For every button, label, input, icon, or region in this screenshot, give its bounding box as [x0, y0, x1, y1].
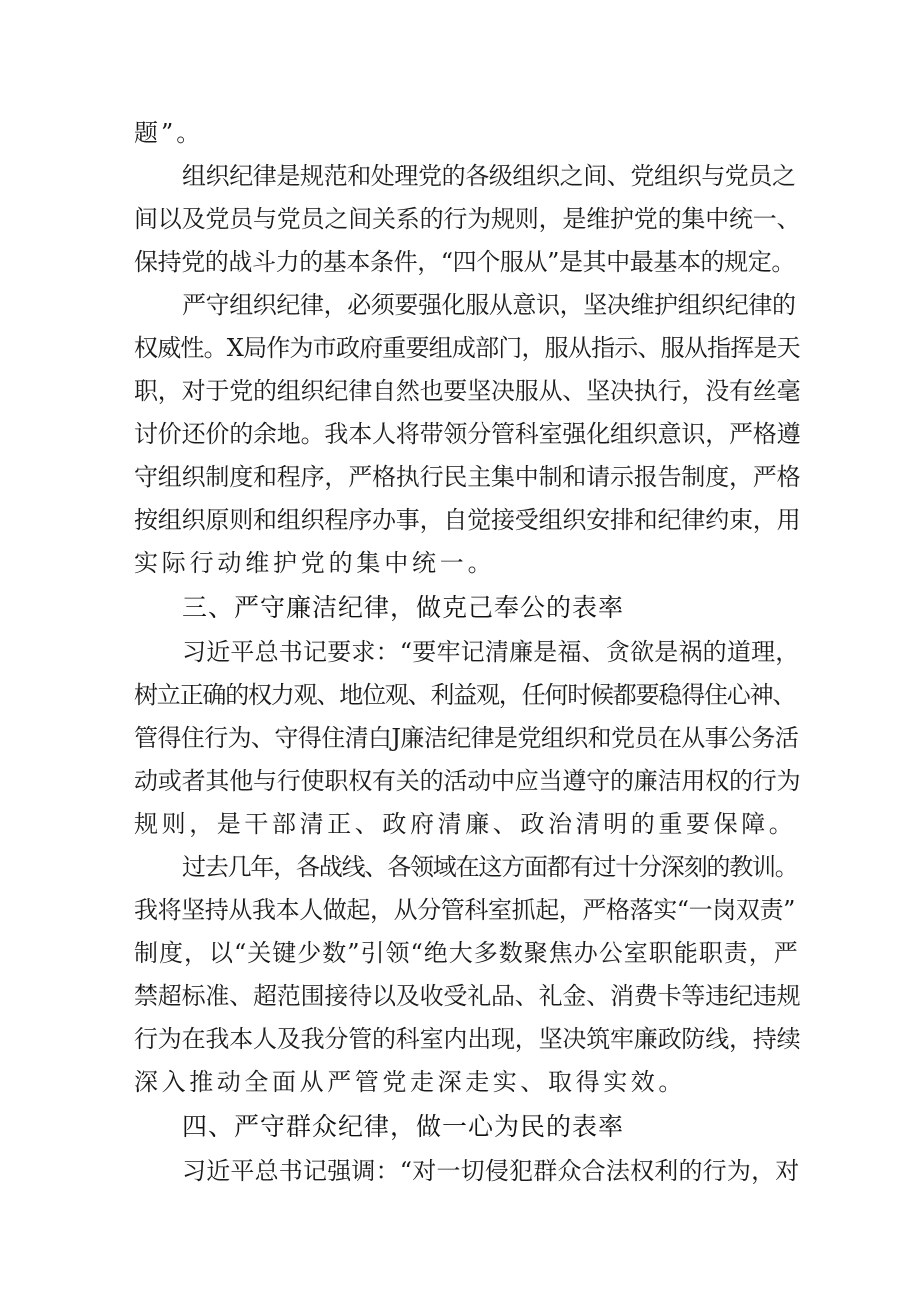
paragraph-lessons-line: 过去几年，各战线、各领域在这方面都有过十分深刻的教训。: [182, 853, 798, 881]
paragraph-organization-discipline-line: 组织纪律是规范和处理党的各级组织之间、党组织与党员之: [182, 162, 796, 190]
text-line: 实际行动维护党的集中统一。: [134, 549, 496, 577]
text-line: 动或者其他与行使职权有关的活动中应当遵守的廉洁用权的行为: [134, 767, 801, 795]
text-line: 禁超标准、超范围接待以及收受礼品、礼金、消费卡等违纪违规: [134, 982, 801, 1010]
text-line: 间以及党员与党员之间关系的行为规则，是维护党的集中统一、: [134, 205, 801, 233]
text-line: 行为在我本人及我分管的科室内出现，坚决筑牢廉政防线，持续: [134, 1025, 801, 1053]
text-line: 按组织原则和组织程序办事，自觉接受组织安排和纪律约束，用: [134, 506, 801, 534]
text-line: 题”。: [134, 119, 204, 147]
text-line: 职，对于党的组织纪律自然也要坚决服从、坚决执行，没有丝毫: [134, 377, 801, 405]
paragraph-integrity-quote-line: 习近平总书记要求：“要牢记清廉是福、贪欲是祸的道理，: [182, 638, 800, 666]
text-line: 保持党的战斗力的基本条件，“四个服从”是其中最基本的规定。: [134, 248, 795, 276]
text-line: 制度，以“关键少数”引领“绝大多数聚焦办公室职能职责，严: [134, 939, 799, 967]
paragraph-mass-quote-line: 习近平总书记强调：“对一切侵犯群众合法权利的行为，对: [182, 1157, 800, 1185]
text-line: 守组织制度和程序，严格执行民主集中制和请示报告制度，严格: [134, 463, 801, 491]
paragraph-strict-organization-line: 严守组织纪律，必须要强化服从意识，坚决维护组织纪律的: [182, 291, 796, 319]
text-line: 讨价还价的余地。我本人将带领分管科室强化组织意识，严格遵: [134, 420, 801, 448]
section-heading-mass-discipline: 四、严守群众纪律，做一心为民的表率: [182, 1112, 625, 1141]
text-line: 树立正确的权力观、地位观、利益观，任何时候都要稳得住心神、: [134, 681, 796, 709]
text-line: 管得住行为、守得住清白J廉洁纪律是党组织和党员在从事公务活: [134, 724, 799, 752]
text-line: 权威性。X局作为市政府重要组成部门，服从指示、服从指挥是天: [134, 334, 800, 362]
text-line: 规则，是干部清正、政府清廉、政治清明的重要保障。: [134, 810, 797, 838]
text-line: 我将坚持从我本人做起，从分管科室抓起，严格落实“一岗双责”: [134, 896, 795, 924]
text-line: 深入推动全面从严管党走深走实、取得实效。: [134, 1068, 686, 1096]
section-heading-integrity: 三、严守廉洁纪律，做克己奉公的表率: [182, 593, 625, 622]
